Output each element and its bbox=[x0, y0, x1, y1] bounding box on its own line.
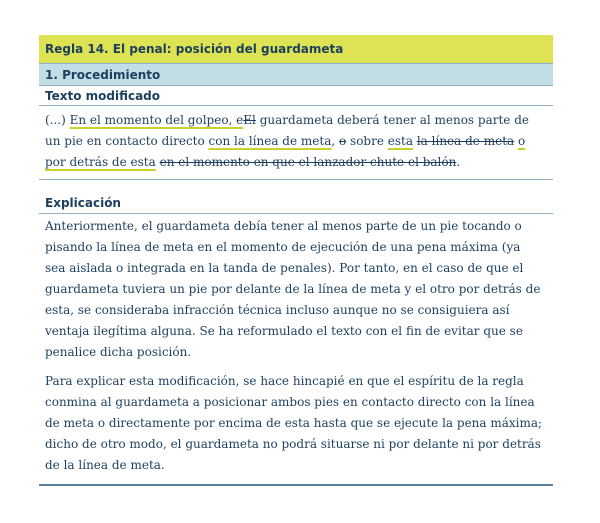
insertion: con la línea de meta bbox=[208, 134, 332, 148]
modified-text-block bbox=[39, 106, 553, 180]
paragraph-line: esta, se consideraba infracción técnica incluso aunque no se consiguiera así bbox=[45, 303, 510, 317]
document-page bbox=[39, 35, 553, 486]
explanation-heading bbox=[39, 193, 553, 214]
explanation-paragraph-2 bbox=[39, 363, 553, 484]
paragraph-line: guardameta tuviera un pie por delante de la línea de meta y el otro por detrás de bbox=[45, 282, 541, 296]
modified-text-heading bbox=[39, 86, 553, 106]
deletion: o bbox=[339, 134, 347, 148]
paragraph-line: sea aislada o integrada en la tanda de penales). Por tanto, en el caso de que el bbox=[45, 261, 524, 275]
modified-line-3 bbox=[45, 152, 549, 173]
text-run: . bbox=[456, 155, 461, 169]
paragraph-line: de la línea de meta. bbox=[45, 458, 165, 472]
insertion: esta bbox=[387, 134, 414, 148]
modified-text-label: Texto modificado bbox=[45, 88, 161, 103]
paragraph-line: dicho de otro modo, el guardameta no podrá situarse ni por delante ni por detrás bbox=[45, 437, 541, 451]
rule-title: Regla 14. El penal: posición del guardameta bbox=[45, 42, 344, 56]
paragraph-line: penalice dicha posición. bbox=[45, 345, 192, 359]
text-run: un pie en contacto directo bbox=[45, 134, 209, 148]
deletion: El bbox=[243, 113, 256, 127]
explanation-title: Explicación bbox=[45, 196, 121, 210]
paragraph-line: de meta o directamente por encima de esta hasta que se ejecute la pena máxima; bbox=[45, 416, 543, 430]
text-run: (...) bbox=[45, 113, 70, 127]
paragraph-line: conmina al guardameta a posicionar ambos pies en contacto directo con la línea bbox=[45, 395, 535, 409]
text-run: , bbox=[331, 134, 339, 148]
paragraph-line: ventaja ilegítima alguna. Se ha reformulado el texto con el fin de evitar que se bbox=[45, 324, 523, 338]
text-run: sobre bbox=[346, 134, 388, 148]
insertion: o bbox=[518, 134, 526, 148]
procedure-title: 1. Procedimiento bbox=[45, 67, 161, 82]
deletion: en el momento en que el lanzador chute el balón bbox=[159, 155, 457, 169]
procedure-bar bbox=[39, 64, 553, 86]
bottom-divider bbox=[39, 484, 553, 486]
paragraph-line: Para explicar esta modificación, se hace hincapié en que el espíritu de la regla bbox=[45, 374, 524, 388]
modified-line-1 bbox=[45, 110, 549, 131]
explanation-paragraph-1 bbox=[39, 214, 553, 363]
insertion: por detrás de esta bbox=[45, 155, 156, 169]
insertion: En el momento del golpeo, e bbox=[69, 113, 244, 127]
paragraph-line: Anteriormente, el guardameta debía tener al menos parte de un pie tocando o bbox=[45, 219, 522, 233]
modified-line-2 bbox=[45, 131, 549, 152]
section-spacer bbox=[39, 180, 553, 193]
deletion: la línea de meta bbox=[416, 134, 515, 148]
text-run: guardameta deberá tener al menos parte de bbox=[255, 113, 529, 127]
rule-title-bar bbox=[39, 35, 553, 64]
paragraph-line: pisando la línea de meta en el momento de ejecución de una pena máxima (ya bbox=[45, 240, 521, 254]
